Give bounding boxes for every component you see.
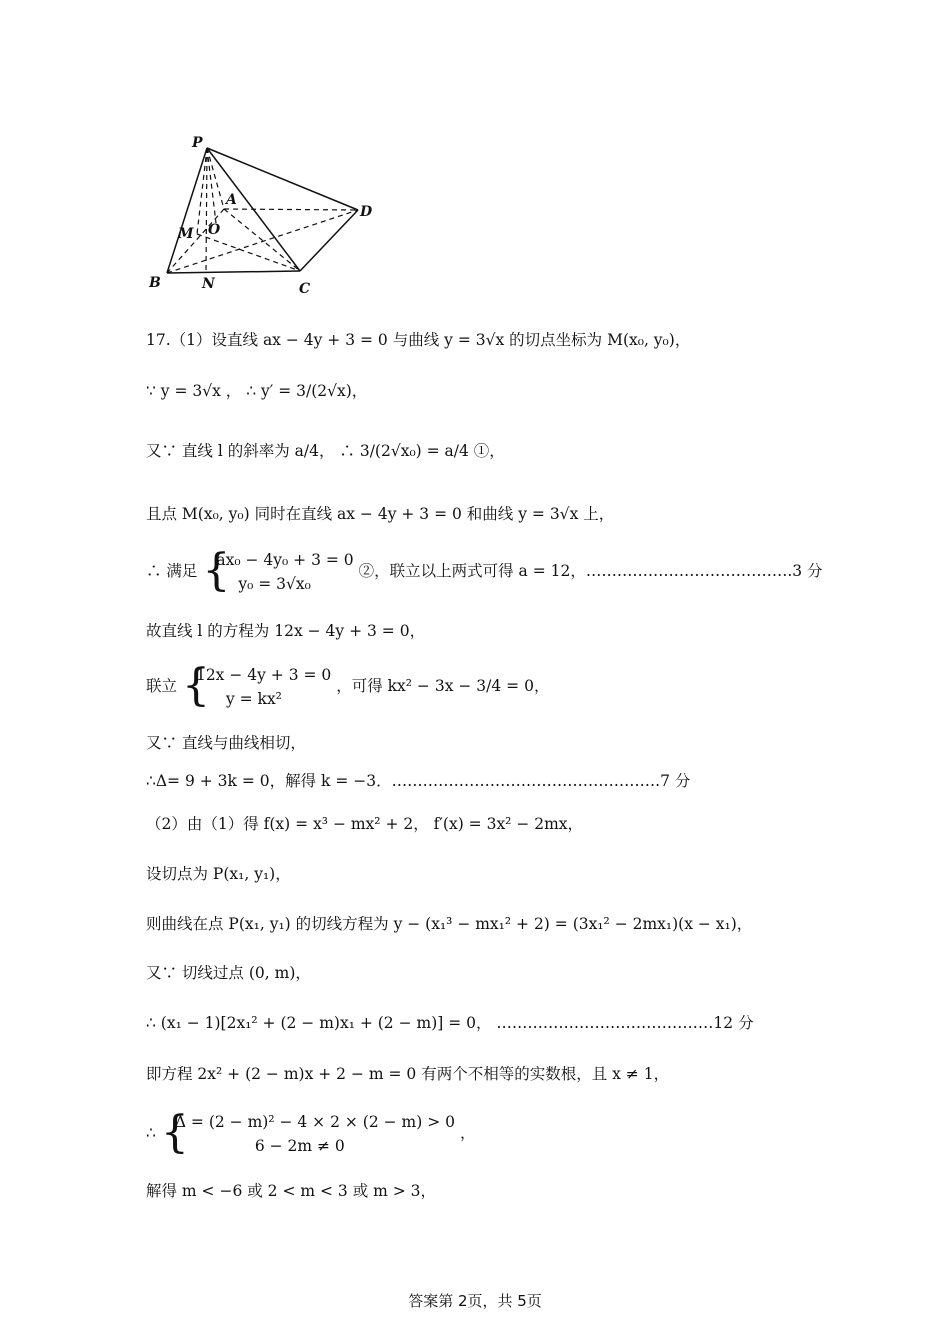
pyramid-figure: [140, 128, 390, 300]
edge-ad: [224, 209, 358, 210]
system-row-1: 12x − 4y + 3 = 0: [195, 666, 332, 684]
solution-line-14: ∴ (x₁ − 1)[2x₁² + (2 − m)x₁ + (2 − m)] = 0， ……………………………………12 分: [146, 1014, 754, 1032]
edge-ac: [224, 209, 300, 271]
system-prefix: ∴ 满足: [146, 562, 198, 580]
system-row-2: 6 − 2m ≠ 0: [254, 1137, 345, 1155]
brace: {: [202, 545, 231, 596]
solution-line-3: 又∵ 直线 l 的斜率为 a/4， ∴ 3/(2√x₀) = a/4 ①，: [146, 442, 505, 460]
brace: {: [160, 1107, 189, 1158]
solution-line-17: 解得 m < −6 或 2 < m < 3 或 m > 3，: [146, 1182, 437, 1200]
edge-pn: [206, 148, 207, 272]
equation-system: [160, 1107, 456, 1158]
edge-bd: [167, 210, 358, 273]
brace: {: [181, 660, 210, 711]
edge-pa: [207, 148, 224, 209]
system-suffix: ，可得 kx² − 3x − 3/4 = 0，: [336, 677, 550, 695]
system-row-1: Δ = (2 − m)² − 4 × 2 × (2 − m) > 0: [174, 1113, 456, 1131]
label-o: O: [208, 222, 221, 238]
label-p: P: [192, 135, 203, 151]
solution-line-8: 又∵ 直线与曲线相切，: [146, 734, 306, 752]
solution-line-5: [146, 545, 823, 596]
label-b: B: [149, 275, 161, 291]
system-row-2: y = kx²: [225, 690, 282, 708]
solution-line-7: [146, 660, 550, 711]
system-suffix: ，: [459, 1124, 476, 1142]
page-footer: 答案第 2页，共 5页: [408, 1292, 542, 1310]
solution-line-15: 即方程 2x² + (2 − m)x + 2 − m = 0 有两个不相等的实数根，且 x ≠ 1，: [146, 1065, 670, 1083]
edge-cd: [300, 210, 358, 271]
solution-line-6: 故直线 l 的方程为 12x − 4y + 3 = 0，: [146, 622, 426, 640]
solution-line-12: 则曲线在点 P(x₁, y₁) 的切线方程为 y − (x₁³ − mx₁² + 2) = (3x₁² − 2mx₁)(x − x₁)，: [146, 915, 753, 933]
system-suffix: ②，联立以上两式可得 a = 12，………………………………….3 分: [358, 562, 823, 580]
solution-line-9: ∴Δ= 9 + 3k = 0，解得 k = −3．…………………………………………….7 分: [146, 772, 691, 790]
label-m: M: [178, 226, 194, 242]
system-row-2: y₀ = 3√x₀: [238, 575, 311, 593]
equation-system: [202, 545, 354, 596]
edge-pb: [167, 148, 207, 273]
system-row-1: ax₀ − 4y₀ + 3 = 0: [216, 551, 354, 569]
equation-system: [181, 660, 332, 711]
label-n: N: [202, 276, 215, 292]
edge-mc: [197, 234, 300, 271]
edge-pm: [197, 148, 207, 234]
label-a: A: [226, 192, 237, 208]
label-c: C: [299, 281, 311, 297]
solution-line-1: 17.（1）设直线 ax − 4y + 3 = 0 与曲线 y = 3√x 的切点坐标为 M(x₀, y₀)，: [146, 331, 691, 349]
solution-line-13: 又∵ 切线过点 (0, m)，: [146, 964, 311, 982]
label-d: D: [360, 204, 373, 220]
solution-line-11: 设切点为 P(x₁, y₁)，: [146, 865, 291, 883]
edge-bc: [167, 271, 300, 273]
system-prefix: 联立: [146, 677, 178, 695]
solution-line-2: ∵ y = 3√x ， ∴ y′ = 3/(2√x)，: [146, 382, 368, 400]
solution-line-16: [146, 1107, 476, 1158]
system-prefix: ∴: [146, 1124, 156, 1142]
solution-line-10: （2）由（1）得 f(x) = x³ − mx² + 2， f′(x) = 3x² − 2mx，: [146, 815, 584, 833]
solution-line-4: 且点 M(x₀, y₀) 同时在直线 ax − 4y + 3 = 0 和曲线 y = 3√x 上，: [146, 505, 615, 523]
